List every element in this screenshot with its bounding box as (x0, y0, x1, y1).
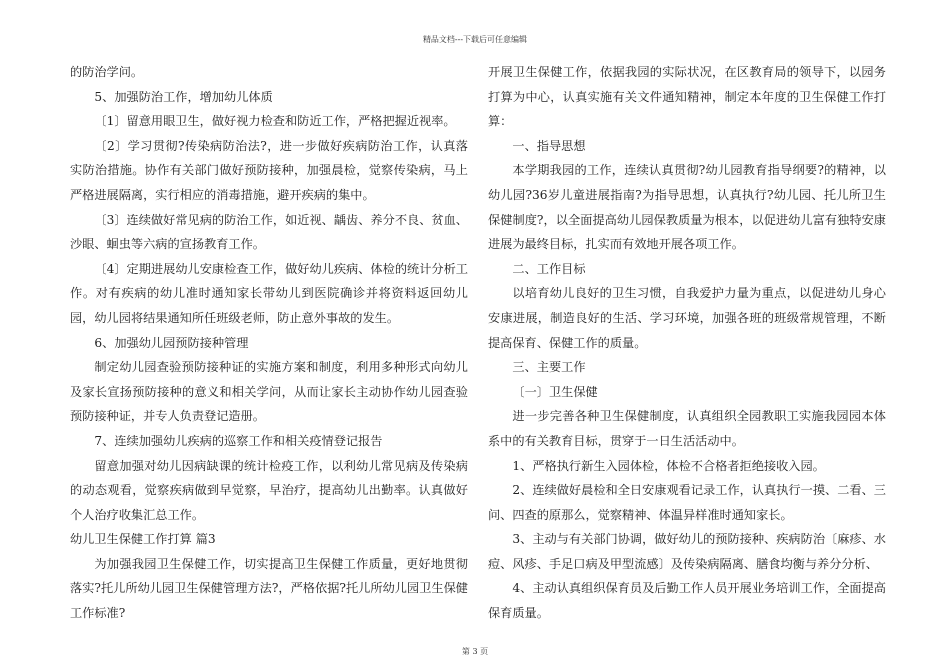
right-column (488, 60, 886, 626)
section-heading: 二、工作目标 (512, 261, 586, 276)
paragraph: 1、严格执行新生入园体检，体检不合格者拒绝接收入园。 (512, 458, 825, 473)
page-header: 精品文档---下载后可任意编辑 (422, 35, 528, 44)
paragraph: 〔3〕连续做好常见病的防治工作，如近视、龋齿、养分不良、贫血、沙眼、蛔虫等六病的宣扬教育工作。 (70, 212, 468, 252)
paragraph: 2、连续做好晨检和全日安康观看记录工作，认真执行一摸、二看、三问、四查的原那么，觉察精神、体温异样准时通知家长。 (488, 483, 886, 522)
paragraph: 4、主动认真组织保育员及后勤工作人员开展业务培训工作，全面提高保育质量。 (488, 581, 886, 621)
section-heading: 6、加强幼儿园预防接种管理 (94, 335, 249, 350)
paragraph: 的防治学问。 (70, 65, 144, 79)
paragraph: 〔4〕定期进展幼儿安康检查工作，做好幼儿疾病、体检的统计分析工作。对有疾病的幼儿准时通知家长带幼儿到医院确诊并将资料返回幼儿园，幼儿园将结果通知所任班级老师，防止意外事故的发生。 (70, 261, 468, 325)
section-heading: 三、主要工作 (512, 360, 586, 375)
page-number: 第 3 页 (461, 647, 489, 656)
left-column (70, 60, 468, 626)
article-title: 幼儿卫生保健工作打算 篇3 (70, 532, 216, 547)
paragraph: 进一步完善各种卫生保健制度，认真组织全园教职工实施我园园本体系中的有关教育目标，贯穿于一日生活活动中。 (488, 409, 886, 448)
section-heading: 5、加强防治工作，增加幼儿体质 (94, 89, 273, 104)
paragraph: 以培育幼儿良好的卫生习惯，自我爱护力量为重点，以促进幼儿身心安康进展，制造良好的生活、学习环境，加强各班的班级常规管理，不断提高保育、保健工作的质量。 (488, 286, 886, 350)
paragraph: 〔1〕留意用眼卫生，做好视力检查和防近工作，严格把握近视率。 (94, 114, 456, 129)
paragraph: 留意加强对幼儿因病缺课的统计检疫工作，以利幼儿常见病及传染病的动态观看，觉察疾病做到早觉察，早治疗，提高幼儿出勤率。认真做好个人治疗收集汇总工作。 (70, 458, 468, 522)
section-heading: 7、连续加强幼儿疾病的巡察工作和相关疫情登记报告 (94, 433, 383, 448)
paragraph: 本学期我园的工作，连续认真贯彻?幼儿园教育指导纲要?的精神，以幼儿园?36岁儿童进展指南?为指导思想，认真执行?幼儿园、托儿所卫生保健制度?，以全面提高幼儿园保教质量为根本，以促进幼儿富有独特安康进展为最终目标，扎实而有效地开展各项工作。 (488, 163, 886, 252)
section-heading: 一、指导思想 (512, 138, 586, 153)
subsection-heading: 〔一〕卫生保健 (512, 384, 598, 399)
paragraph: 开展卫生保健工作，依据我园的实际状况，在区教育局的领导下，以园务打算为中心，认真实施有关文件通知精神，制定本年度的卫生保健工作打算： (488, 65, 886, 129)
paragraph: 制定幼儿园查验预防接种证的实施方案和制度，利用多种形式向幼儿及家长宣扬预防接种的意义和相关学问，从而让家长主动协作幼儿园查验预防接种证，并专人负责登记造册。 (70, 360, 468, 424)
paragraph: 3、主动与有关部门协调，做好幼儿的预防接种、疾病防治〔麻疹、水痘、风疹、手足口病及甲型流感〕及传染病隔离、膳食均衡与养分分析、 (488, 532, 886, 571)
paragraph: 为加强我园卫生保健工作，切实提高卫生保健工作质量，更好地贯彻落实?托儿所幼儿园卫生保健管理方法?，严格依据?托儿所幼儿园卫生保健工作标准? (70, 556, 468, 621)
paragraph: 〔2〕学习贯彻?传染病防治法?，进一步做好疾病防治工作，认真落实防治措施。协作有关部门做好预防接种，加强晨检，觉察传染病，马上严格进展隔离，实行相应的消毒措施，避开疾病的集中。 (70, 138, 468, 202)
